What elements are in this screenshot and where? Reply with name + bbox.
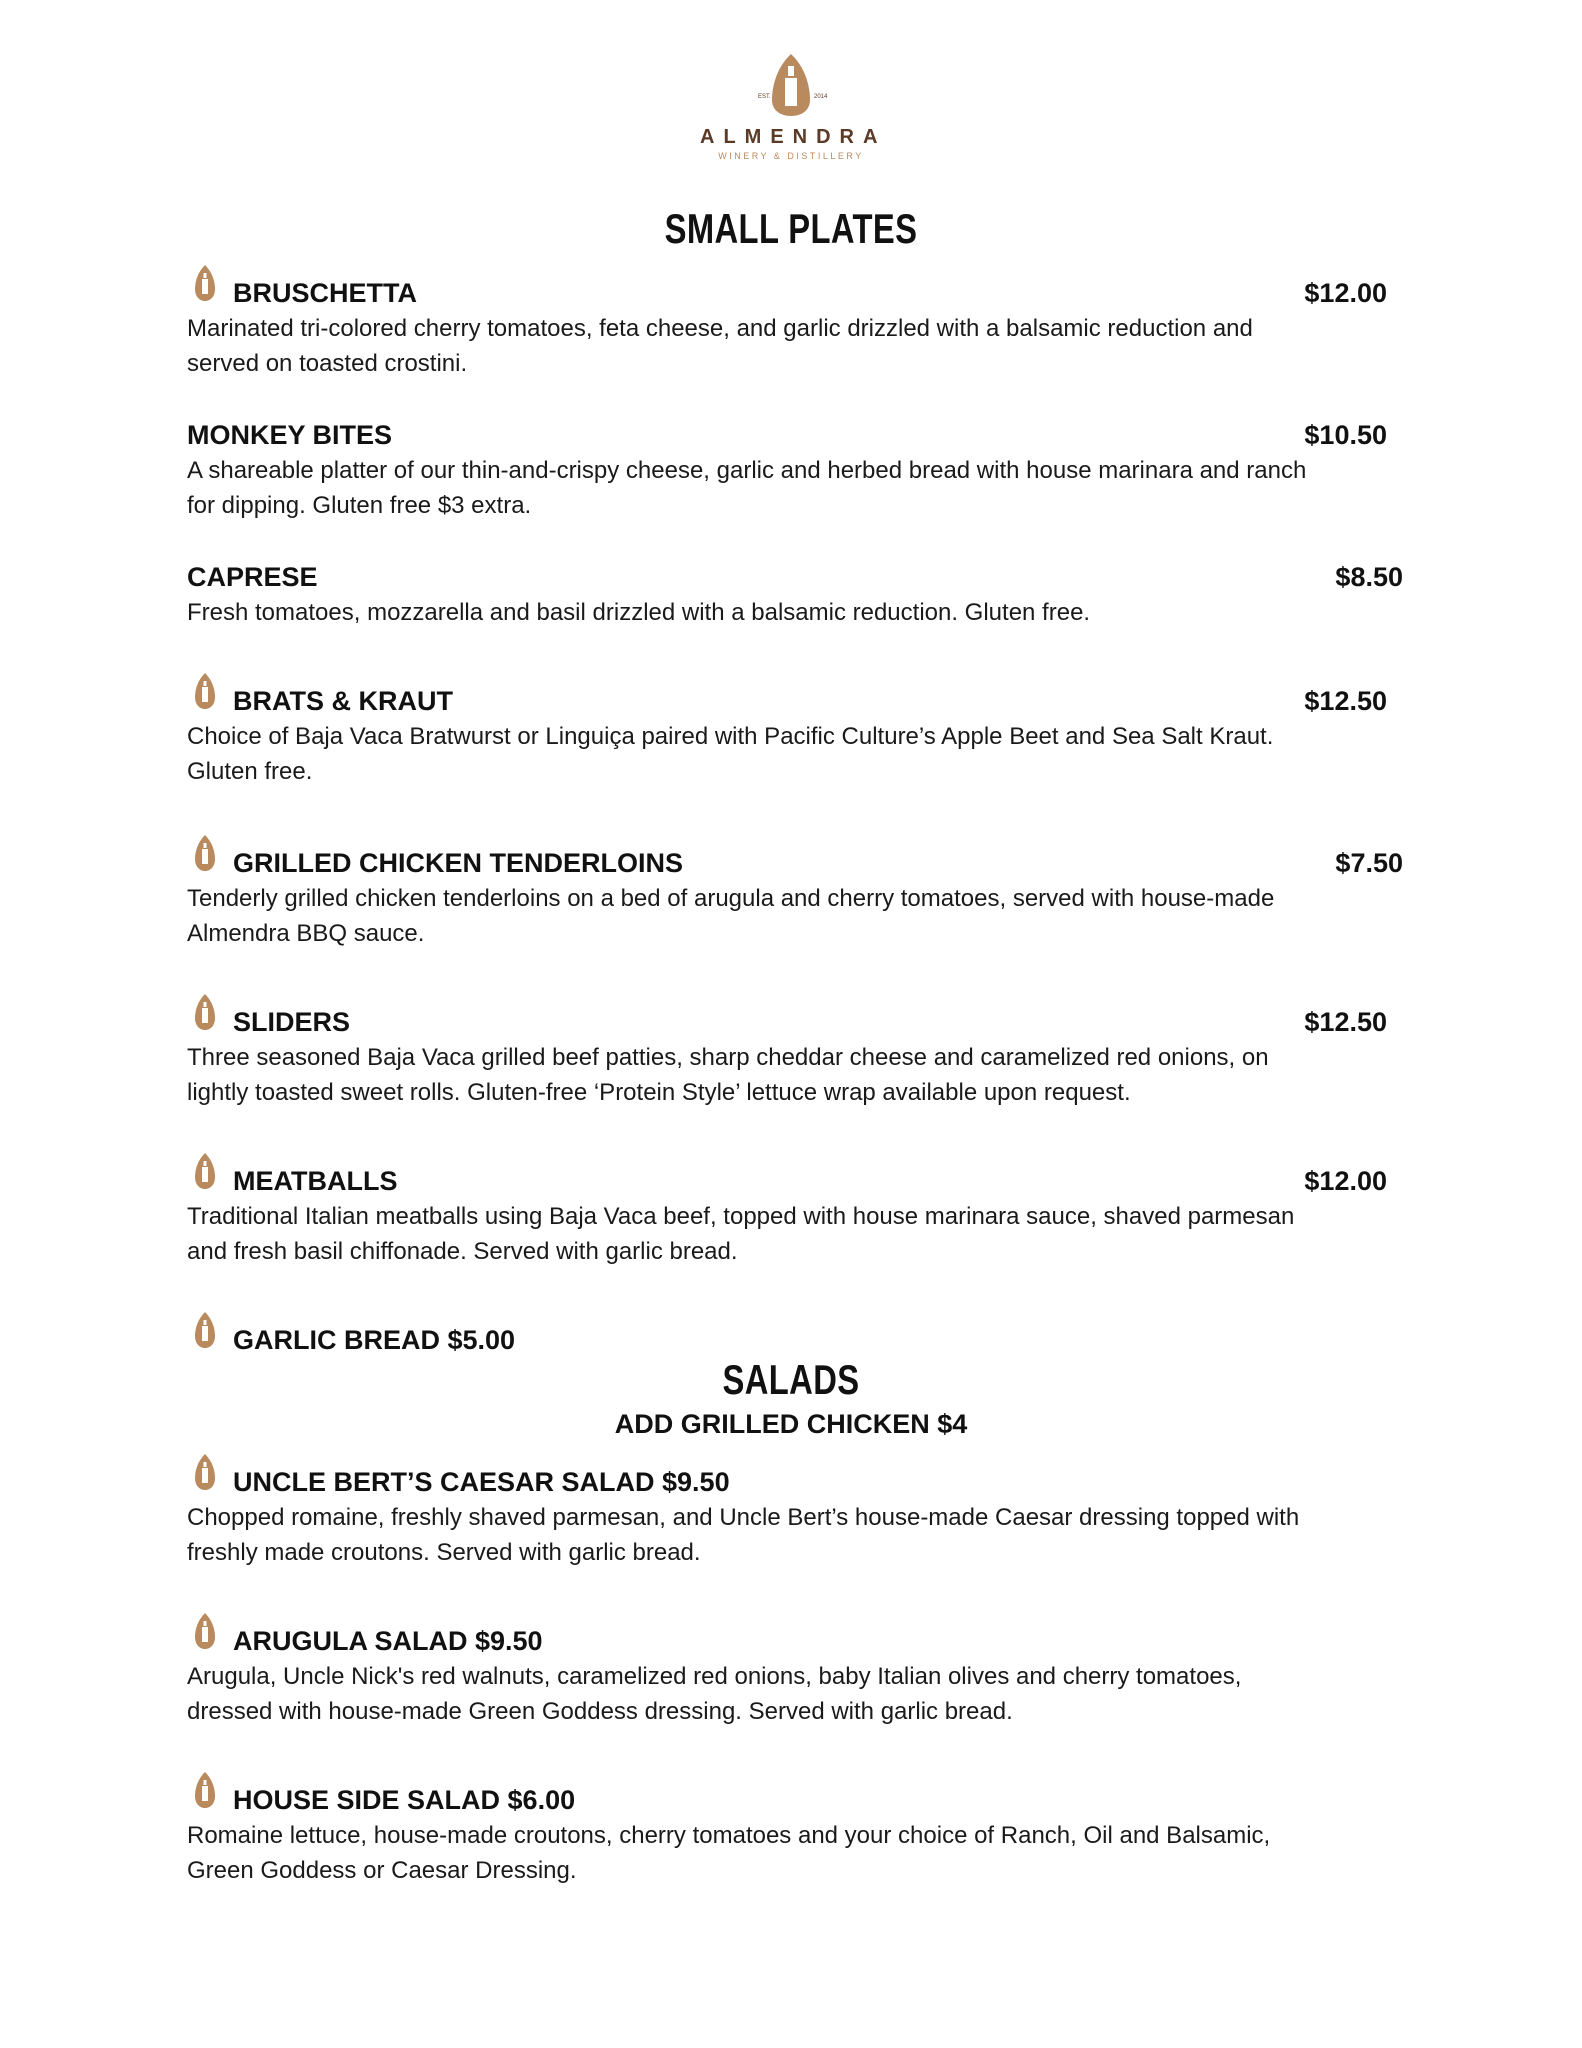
menu-item-sliders — [187, 1005, 1397, 1110]
item-price: $8.50 — [1335, 562, 1403, 592]
section-heading-small-plates: SMALL PLATES — [664, 205, 918, 252]
item-price: $12.50 — [1304, 1007, 1387, 1037]
item-name: UNCLE BERT’S CAESAR SALAD $9.50 — [233, 1467, 730, 1497]
item-description: Fresh tomatoes, mozzarella and basil drizzled with a balsamic reduction. Gluten free. — [187, 599, 1091, 626]
item-name: ARUGULA SALAD $9.50 — [233, 1626, 543, 1656]
item-description: Choice of Baja Vaca Bratwurst or Linguiça paired with Pacific Culture’s Apple Beet and Sea Salt Kraut. Gluten free. — [187, 723, 1274, 785]
item-price: $7.50 — [1335, 848, 1403, 878]
item-price: $12.00 — [1304, 278, 1387, 308]
almond-icon — [193, 834, 217, 872]
item-name: HOUSE SIDE SALAD $6.00 — [233, 1785, 576, 1815]
svg-text:EST.: EST. — [758, 94, 771, 100]
almond-icon — [193, 993, 217, 1031]
almond-icon — [193, 1311, 217, 1349]
almendra-logo — [700, 52, 887, 174]
item-price: $10.50 — [1304, 420, 1387, 450]
item-description: Romaine lettuce, house-made croutons, cherry tomatoes and your choice of Ranch, Oil and Balsamic, Green Goddess or Caesar Dressing. — [187, 1822, 1271, 1884]
menu-item-arugula-salad — [187, 1624, 1397, 1729]
item-description: Arugula, Uncle Nick's red walnuts, caramelized red onions, baby Italian olives and cherry tomatoes, dressed with house-made Green Goddess dressing. Served with garlic bread. — [187, 1663, 1242, 1725]
item-description: Tenderly grilled chicken tenderloins on a bed of arugula and cherry tomatoes, served with house-made Almendra BBQ sauce. — [187, 885, 1275, 947]
brand-subtitle: WINERY & DISTILLERY — [718, 151, 864, 161]
item-name: BRUSCHETTA — [233, 278, 417, 308]
item-name: MEATBALLS — [233, 1166, 398, 1196]
menu-item-caprese — [187, 560, 1403, 630]
svg-text:2014: 2014 — [814, 94, 828, 100]
menu-item-monkey-bites — [187, 418, 1397, 523]
item-description: Chopped romaine, freshly shaved parmesan, and Uncle Bert’s house-made Caesar dressing topped with freshly made croutons. Served with garlic bread. — [187, 1504, 1300, 1566]
almond-icon — [193, 1612, 217, 1650]
menu-item-caesar-salad — [187, 1465, 1397, 1570]
item-name: GARLIC BREAD $5.00 — [233, 1325, 516, 1355]
almond-icon — [193, 1771, 217, 1809]
item-name: MONKEY BITES — [187, 420, 393, 450]
item-name: BRATS & KRAUT — [233, 686, 453, 716]
salads-add-on-note: ADD GRILLED CHICKEN $4 — [614, 1409, 968, 1439]
menu-item-house-side-salad — [187, 1783, 1397, 1888]
item-description: Marinated tri-colored cherry tomatoes, feta cheese, and garlic drizzled with a balsamic reduction and served on toasted crostini. — [187, 315, 1253, 377]
item-description: A shareable platter of our thin-and-crispy cheese, garlic and herbed bread with house marinara and ranch for dipping. Gluten free $3 extra. — [187, 457, 1307, 519]
menu-item-grilled-chicken-tenderloins — [187, 846, 1403, 951]
item-name: SLIDERS — [233, 1007, 351, 1037]
item-description: Traditional Italian meatballs using Baja Vaca beef, topped with house marinara sauce, shaved parmesan and fresh basil chiffonade. Served with garlic bread. — [187, 1203, 1295, 1265]
menu-item-brats-kraut — [187, 684, 1397, 789]
almond-icon — [193, 1152, 217, 1190]
menu-item-meatballs — [187, 1164, 1397, 1269]
brand-name: ALMENDRA — [700, 126, 887, 148]
menu-item-garlic-bread — [187, 1323, 1397, 1357]
item-name: GRILLED CHICKEN TENDERLOINS — [233, 848, 684, 878]
item-price: $12.00 — [1304, 1166, 1387, 1196]
item-description: Three seasoned Baja Vaca grilled beef patties, sharp cheddar cheese and caramelized red onions, on lightly toasted sweet rolls. Gluten-free ‘Protein Style’ lettuce wrap available upon request. — [187, 1044, 1269, 1106]
item-price: $12.50 — [1304, 686, 1387, 716]
section-heading-salads: SALADS — [722, 1356, 860, 1403]
item-name: CAPRESE — [187, 562, 318, 592]
almond-bottle-logo-icon — [700, 52, 882, 118]
almond-icon — [193, 264, 217, 302]
almond-icon — [193, 672, 217, 710]
menu-item-bruschetta — [187, 276, 1397, 381]
almond-icon — [193, 1453, 217, 1491]
